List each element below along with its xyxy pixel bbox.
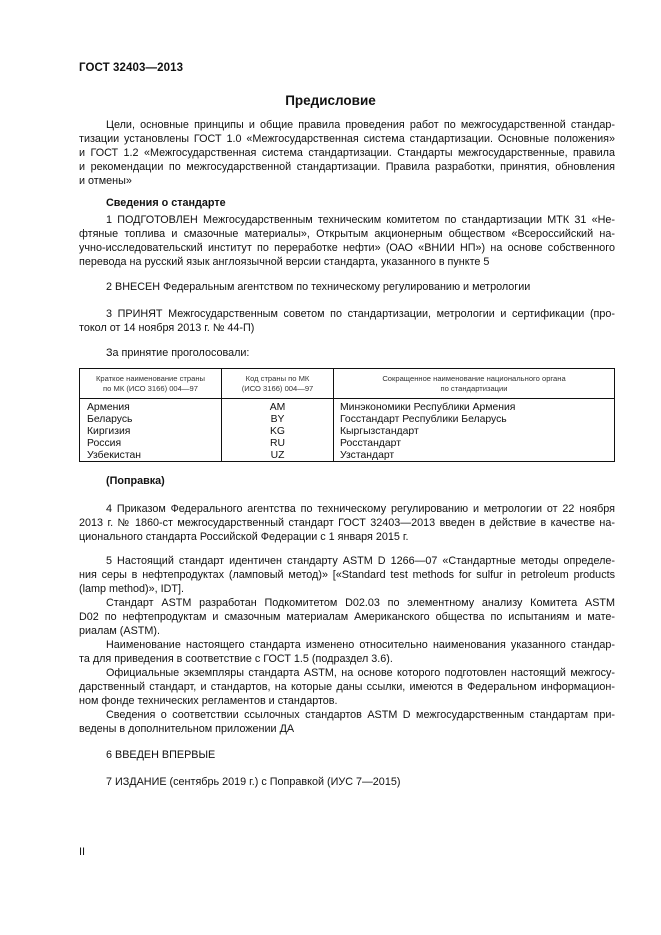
table-cell-body: Кыргызстандарт xyxy=(340,426,419,437)
table-cell-code: BY xyxy=(270,414,285,425)
item-4-line: 2013 г. № 1860-ст межгосударственный стандарт ГОСТ 32403—2013 введен в действие в качестве на- xyxy=(79,517,615,529)
item-2-line: 2 ВНЕСЕН Федеральным агентством по техническому регулированию и метрологии xyxy=(106,281,531,293)
document-header: ГОСТ 32403—2013 xyxy=(79,62,184,74)
item-5-line: 5 Настоящий стандарт идентичен стандарту ASTM D 1266—07 «Стандартные методы определе- xyxy=(106,555,615,567)
header-text: по стандартизации xyxy=(440,383,508,393)
item-5-line: ния серы в нефтепродуктах (ламповый метод)» [«Standard test methods for sulfur in petroleum products xyxy=(79,569,615,581)
table-header-cell xyxy=(222,369,333,398)
vote-label: За принятие проголосовали: xyxy=(106,347,250,359)
header-text: по МК (ИСО 3166) 004—97 xyxy=(103,383,198,393)
item-6-line: 6 ВВЕДЕН ВПЕРВЫЕ xyxy=(106,749,216,761)
section-heading: Сведения о стандарте xyxy=(106,197,226,209)
header-text: Краткое наименование страны xyxy=(96,373,205,383)
table-cell-body: Узстандарт xyxy=(340,450,395,461)
item-5-name-line: Наименование настоящего стандарта изменено относительно наименования указанного стандар- xyxy=(106,639,615,651)
table-header-cell xyxy=(334,369,614,398)
table-cell-body: Госстандарт Республики Беларусь xyxy=(340,414,507,425)
table-cell-code: UZ xyxy=(270,450,285,461)
item-5-astm-line: Стандарт ASTM разработан Подкомитетом D02.03 по элементному анализу Комитета ASTM xyxy=(106,597,615,609)
item-4-line: 4 Приказом Федерального агентства по техническому регулированию и метрологии от 22 ноября xyxy=(106,503,615,515)
item-5-refs-line: ведены в дополнительном приложении ДА xyxy=(79,723,295,735)
header-text: Код страны по МК xyxy=(245,373,310,383)
item-1-line: перевода на русский язык англоязычной версии стандарта, указанного в пункте 5 xyxy=(79,256,490,268)
intro-line: тизации установлены ГОСТ 1.0 «Межгосударственная система стандартизации. Основные положения» xyxy=(79,133,615,145)
item-1-line: 1 ПОДГОТОВЛЕН Межгосударственным техническим комитетом по стандартизации МТК 31 «Не- xyxy=(106,214,615,226)
page-title: Предисловие xyxy=(285,93,376,108)
table-header xyxy=(80,369,614,399)
table-cell-country: Армения xyxy=(87,402,130,413)
item-5-copies-line: ном фонде технических регламентов и стандартов. xyxy=(79,695,338,707)
page-number: II xyxy=(79,846,86,858)
correction-note: (Поправка) xyxy=(106,475,165,487)
item-5-copies-line: Официальные экземпляры стандарта ASTM, на основе которого подготовлен настоящий межгосу- xyxy=(106,667,615,679)
item-5-astm-line: D02 по нефтепродуктам и смазочным материалам Американского общества по испытаниям и мате- xyxy=(79,611,615,623)
intro-line: Цели, основные принципы и общие правила проведения работ по межгосударственной стандар- xyxy=(106,119,615,131)
item-5-name-line: та для приведения в соответствие с ГОСТ 1.5 (подраздел 3.6). xyxy=(79,653,393,665)
table-cell-country: Узбекистан xyxy=(87,450,141,461)
table-cell-country: Россия xyxy=(87,438,122,449)
table-cell-body: Росстандарт xyxy=(340,438,401,449)
table-cell-country: Беларусь xyxy=(87,414,133,425)
item-1-line: учно-исследовательский институт по переработке нефти» (ОАО «ВНИИ НП») на основе собственного xyxy=(79,242,615,254)
item-5-refs-line: Сведения о соответствии ссылочных стандартов ASTM D межгосударственным стандартам при- xyxy=(106,709,615,721)
header-text: (ИСО 3166) 004—97 xyxy=(241,383,314,393)
item-5-line: (lamp method)», IDT]. xyxy=(79,583,185,595)
voting-table xyxy=(79,368,615,462)
table-cell-body: Минэкономики Республики Армения xyxy=(340,402,516,413)
intro-line: и ГОСТ 1.2 «Межгосударственная система стандартизации. Стандарты межгосударственные, правила xyxy=(79,147,615,159)
item-3-line: 3 ПРИНЯТ Межгосударственным советом по стандартизации, метрологии и сертификации (про- xyxy=(106,308,615,320)
table-header-cell xyxy=(80,369,221,398)
intro-line: и рекомендации по межгосударственной стандартизации. Правила разработки, принятия, обновления xyxy=(79,161,615,173)
item-4-line: ционального стандарта Российской Федерации с 1 января 2015 г. xyxy=(79,531,409,543)
table-cell-code: AM xyxy=(269,402,286,413)
item-1-line: фтяные топлива и смазочные материалы», Открытым акционерным обществом «Всероссийский на- xyxy=(79,228,615,240)
table-cell-country: Киргизия xyxy=(87,426,131,437)
item-3-line: токол от 14 ноября 2013 г. № 44-П) xyxy=(79,322,255,334)
table-cell-code: KG xyxy=(269,426,285,437)
item-5-astm-line: риалам (ASTM). xyxy=(79,625,160,637)
column-divider xyxy=(333,369,334,461)
item-7-line: 7 ИЗДАНИЕ (сентябрь 2019 г.) с Поправкой (ИУС 7—2015) xyxy=(106,776,401,788)
header-text: Сокращенное наименование национального органа xyxy=(382,373,566,383)
table-cell-code: RU xyxy=(269,438,285,449)
intro-line: и отмены» xyxy=(79,175,132,187)
item-5-copies-line: дарственный стандарт, и стандартов, на которые даны ссылки, имеются в Федеральном информацион- xyxy=(79,681,615,693)
